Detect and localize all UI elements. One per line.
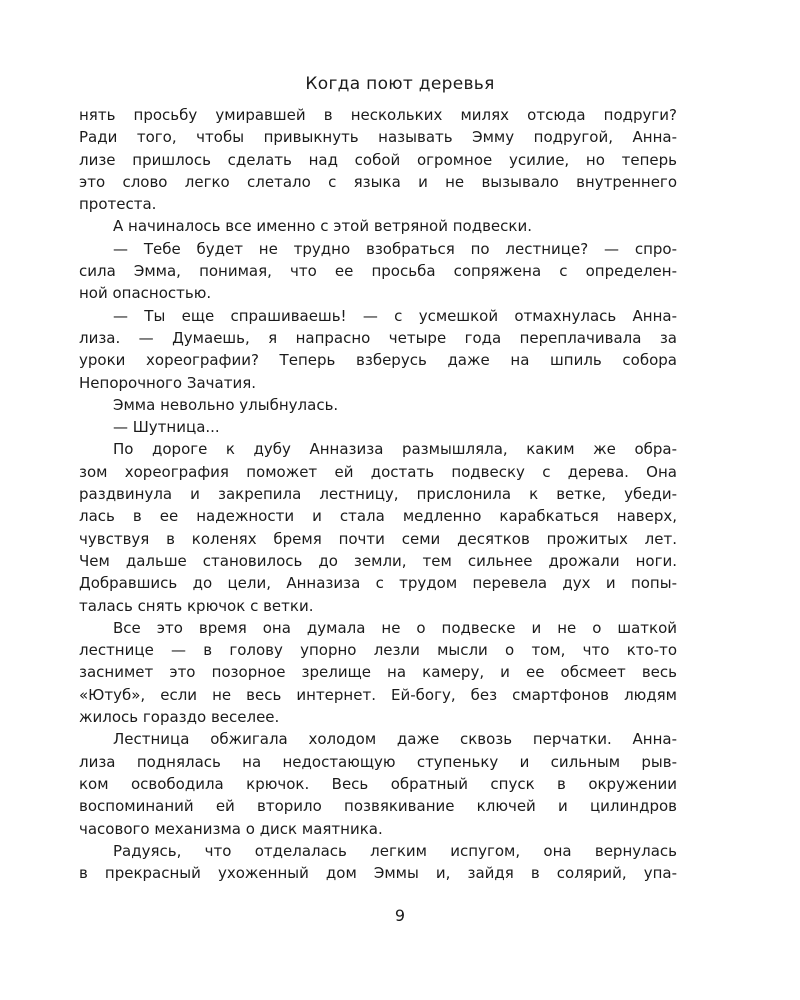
paragraph bbox=[79, 438, 677, 616]
text-line: талась снять крючок с ветки. bbox=[79, 596, 314, 615]
text-line: в прекрасный ухоженный дом Эммы и, зайдя в солярий, упа- bbox=[79, 864, 677, 883]
text-line: это слово легко слетало с языка и не вызывало внутреннего bbox=[79, 172, 677, 191]
paragraph bbox=[79, 238, 677, 305]
text-line: — Шутница... bbox=[113, 418, 220, 437]
text-line: Добравшись до цели, Анназиза с трудом перевела дух и попы- bbox=[79, 574, 677, 593]
text-line: часового механизма о диск маятника. bbox=[79, 819, 383, 838]
text-line: «Ютуб», если не весь интернет. Ей-богу, без смартфонов людям bbox=[79, 685, 677, 704]
text-line: По дороге к дубу Анназиза размышляла, каким же обра- bbox=[113, 440, 677, 459]
page-number: 9 bbox=[394, 906, 406, 925]
text-line: Лестница обжигала холодом даже сквозь перчатки. Анна- bbox=[113, 730, 677, 749]
text-line: ком освободила крючок. Весь обратный спуск в окружении bbox=[79, 774, 677, 793]
text-line: протеста. bbox=[79, 195, 157, 214]
text-line: заснимет это позорное зрелище на камеру, и ее обсмеет весь bbox=[79, 663, 677, 682]
text-line: уроки хореографии? Теперь взберусь даже на шпиль собора bbox=[79, 351, 677, 370]
text-line: ной опасностью. bbox=[79, 284, 212, 303]
text-line: А начиналось все именно с этой ветряной подвески. bbox=[113, 217, 532, 236]
text-line: — Тебе будет не трудно взобраться по лестнице? — спро- bbox=[113, 239, 677, 258]
text-line: сила Эмма, понимая, что ее просьба сопряжена с определен- bbox=[79, 262, 677, 281]
paragraph bbox=[79, 416, 677, 438]
text-line: зом хореография поможет ей достать подвеску с дерева. Она bbox=[79, 462, 677, 481]
text-line: Эмма невольно улыбнулась. bbox=[113, 395, 339, 414]
paragraph bbox=[79, 617, 677, 728]
text-line: Непорочного Зачатия. bbox=[79, 373, 257, 392]
text-line: Ради того, чтобы привыкнуть называть Эмму подругой, Анна- bbox=[79, 128, 677, 147]
text-line: лестнице — в голову упорно лезли мысли о том, что кто-то bbox=[79, 641, 677, 660]
text-line: жилось гораздо веселее. bbox=[79, 708, 280, 727]
paragraph bbox=[79, 305, 677, 394]
text-line: Чем дальше становилось до земли, тем сильнее дрожали ноги. bbox=[79, 551, 677, 570]
running-header: Когда поют деревья bbox=[305, 74, 495, 94]
text-line: лизе пришлось сделать над собой огромное усилие, но теперь bbox=[79, 150, 677, 169]
text-line: лиза поднялась на недостающую ступеньку и сильным рыв- bbox=[79, 752, 677, 771]
text-line: раздвинула и закрепила лестницу, прислонила к ветке, убеди- bbox=[79, 485, 677, 504]
text-line: лась в ее надежности и стала медленно карабкаться наверх, bbox=[79, 507, 677, 526]
text-line: Все это время она думала не о подвеске и не о шаткой bbox=[113, 618, 677, 637]
paragraph bbox=[79, 728, 677, 839]
text-line: чувствуя в коленях бремя почти семи десятков прожитых лет. bbox=[79, 529, 677, 548]
text-line: Радуясь, что отделалась легким испугом, она вернулась bbox=[113, 841, 677, 860]
paragraph bbox=[79, 840, 677, 885]
text-line: лиза. — Думаешь, я напрасно четыре года переплачивала за bbox=[79, 328, 677, 347]
paragraph bbox=[79, 215, 677, 237]
text-line: воспоминаний ей вторило позвякивание ключей и цилиндров bbox=[79, 797, 677, 816]
page-body bbox=[79, 104, 677, 884]
paragraph bbox=[79, 394, 677, 416]
paragraph bbox=[79, 104, 677, 215]
text-line: — Ты еще спрашиваешь! — с усмешкой отмахнулась Анна- bbox=[113, 306, 677, 325]
text-line: нять просьбу умиравшей в нескольких милях отсюда подруги? bbox=[79, 106, 677, 124]
